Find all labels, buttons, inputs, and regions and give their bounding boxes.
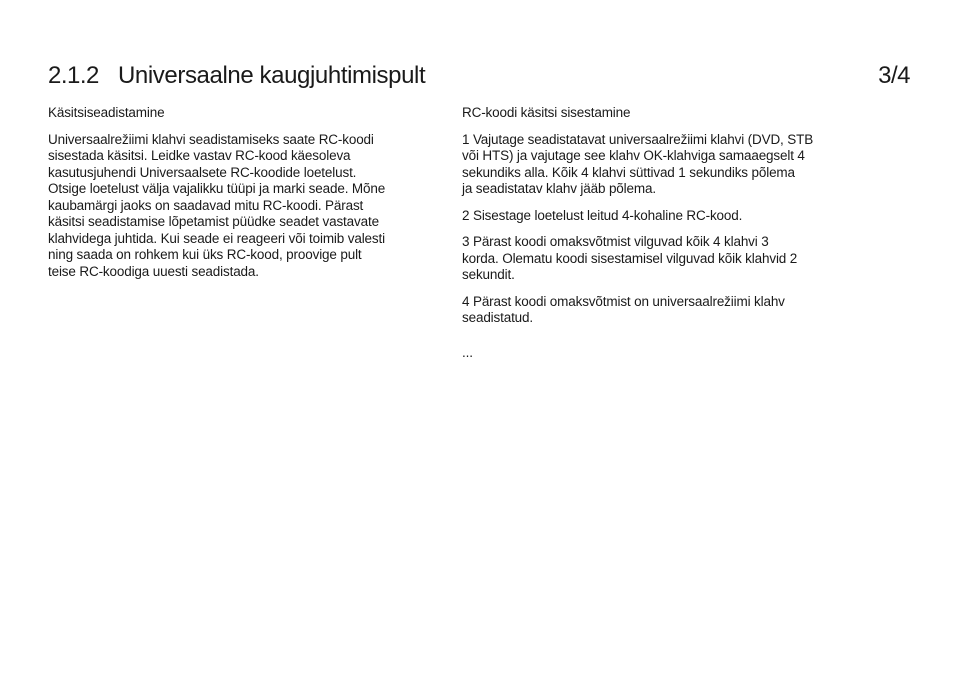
left-column: [48, 105, 428, 290]
section-number: 2.1.2: [48, 62, 99, 89]
manual-setup-heading: Käsitsiseadistamine: [48, 105, 165, 120]
page-header: [48, 60, 910, 94]
continuation-ellipsis: ...: [462, 344, 473, 360]
step-2: 2 Sisestage loetelust leitud 4-kohaline RC-kood.: [462, 207, 743, 223]
section-title: Universaalne kaugjuhtimispult: [118, 62, 426, 89]
right-column: [462, 105, 852, 371]
manual-setup-paragraph: Universaalrežiimi klahvi seadistamiseks saate RC-koodi sisestada käsitsi. Leidke vastav RC-kood käesoleva kasutusjuhendi Universaalsete RC-koodide loetelust. Otsige loetelust välja vajalikku tüüpi ja marki seade. Mõne kaubamärgi jaoks on saadavad mitu RC-koodi. Pärast käsitsi seadistamise lõpetamist püüdke seadet vastavate klahvidega juhtida. Kui seade ei reageeri või toimib valesti ning saada on rohkem kui üks RC-kood, proovige pult teise RC-koodiga uuesti seadistada.: [48, 131, 386, 279]
step-4: 4 Pärast koodi omaksvõtmist on universaalrežiimi klahv seadistatud.: [462, 293, 785, 325]
step-3: 3 Pärast koodi omaksvõtmist vilguvad kõik 4 klahvi 3 korda. Olematu koodi sisestamisel vilguvad kõik klahvid 2 sekundit.: [462, 234, 798, 282]
page-indicator: 3/4: [878, 62, 910, 89]
step-1: 1 Vajutage seadistatavat universaalrežiimi klahvi (DVD, STB või HTS) ja vajutage see klahv OK-klahviga samaaegselt 4 sekundiks alla. Kõik 4 klahvi süttivad 1 sekundiks põlema ja seadistatav klahv jääb põlema.: [462, 131, 814, 196]
rc-code-entry-heading: RC-koodi käsitsi sisestamine: [462, 105, 631, 120]
